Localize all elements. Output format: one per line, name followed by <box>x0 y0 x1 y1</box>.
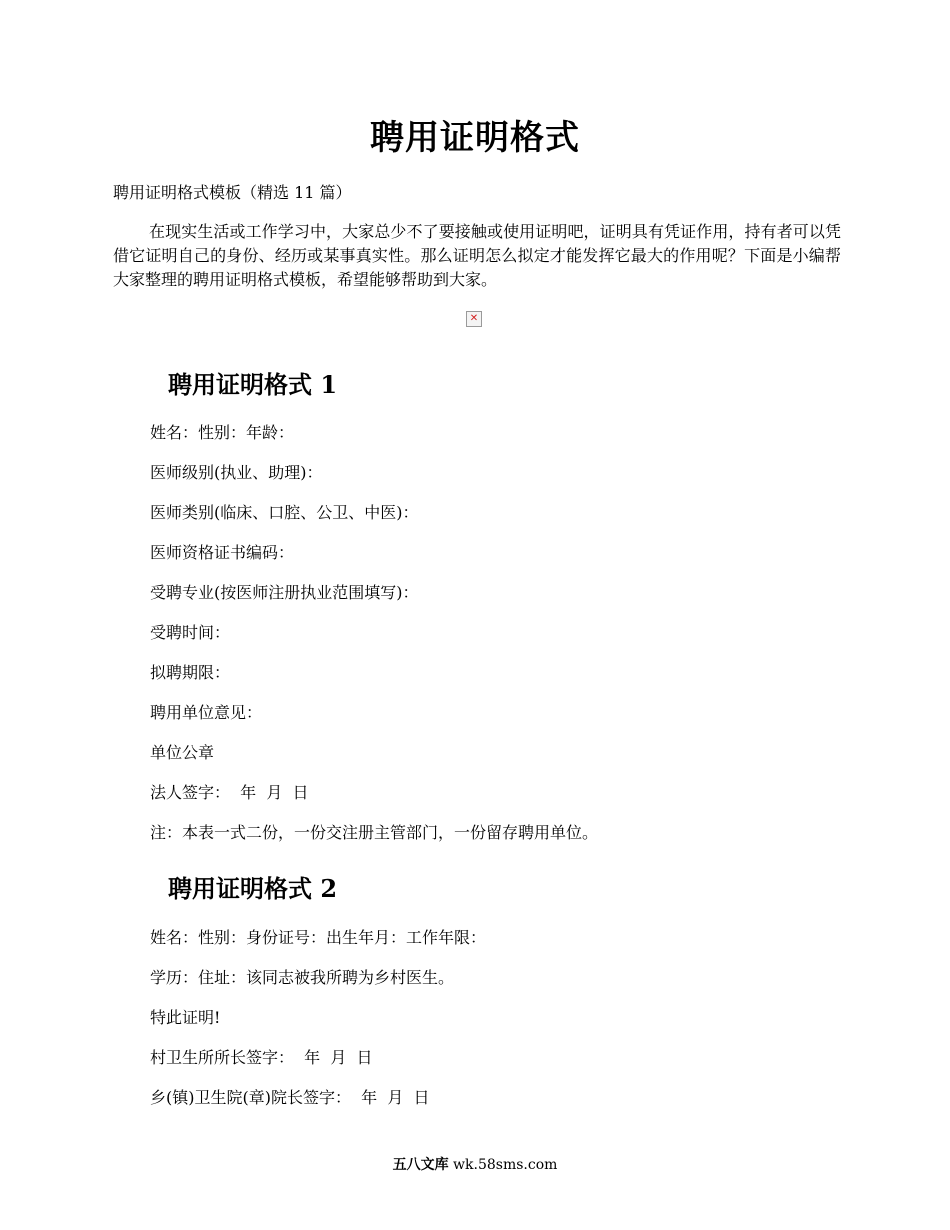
page-footer <box>0 1154 950 1174</box>
footer-brand: 五八文库 <box>392 1157 449 1173</box>
form-line: 村卫生所所长签字： 年 月 日 <box>150 1048 373 1067</box>
form-line: 法人签字： 年 月 日 <box>150 783 309 802</box>
section-2-lines <box>150 926 486 1126</box>
form-line: 聘用单位意见： <box>150 703 263 722</box>
section-1-heading: 聘用证明格式 1 <box>168 370 338 399</box>
section-2-heading: 聘用证明格式 2 <box>168 874 338 903</box>
form-line: 乡(镇)卫生院(章)院长签字： 年 月 日 <box>150 1088 430 1107</box>
form-line: 注：本表一式二份，一份交注册主管部门，一份留存聘用单位。 <box>150 823 599 842</box>
section-1-lines <box>150 421 598 861</box>
form-line: 受聘专业(按医师注册执业范围填写)： <box>150 583 419 602</box>
form-line: 单位公章 <box>150 743 215 762</box>
intro-paragraph: 在现实生活或工作学习中，大家总少不了要接触或使用证明吧，证明具有凭证作用，持有者可以凭借它证明自己的身份、经历或某事真实性。那么证明怎么拟定才能发挥它最大的作用呢？下面是小编帮大家整理的聘用证明格式模板，希望能够帮助到大家。 <box>113 222 841 289</box>
document-title: 聘用证明格式 <box>370 118 580 158</box>
footer-site: wk.58sms.com <box>448 1157 558 1173</box>
form-line: 受聘时间： <box>150 623 231 642</box>
form-line: 拟聘期限： <box>150 663 231 682</box>
form-line: 医师资格证书编码： <box>150 543 295 562</box>
form-line: 医师级别(执业、助理)： <box>150 463 323 482</box>
form-line: 姓名：性别：年龄： <box>150 423 295 442</box>
form-line: 医师类别(临床、口腔、公卫、中医)： <box>150 503 419 522</box>
broken-image-icon: ✕ <box>466 311 482 327</box>
form-line: 学历：住址：该同志被我所聘为乡村医生。 <box>150 968 455 987</box>
form-line: 特此证明! <box>150 1008 221 1027</box>
document-subtitle: 聘用证明格式模板（精选 11 篇） <box>113 183 352 202</box>
form-line: 姓名：性别：身份证号：出生年月：工作年限： <box>150 928 487 947</box>
